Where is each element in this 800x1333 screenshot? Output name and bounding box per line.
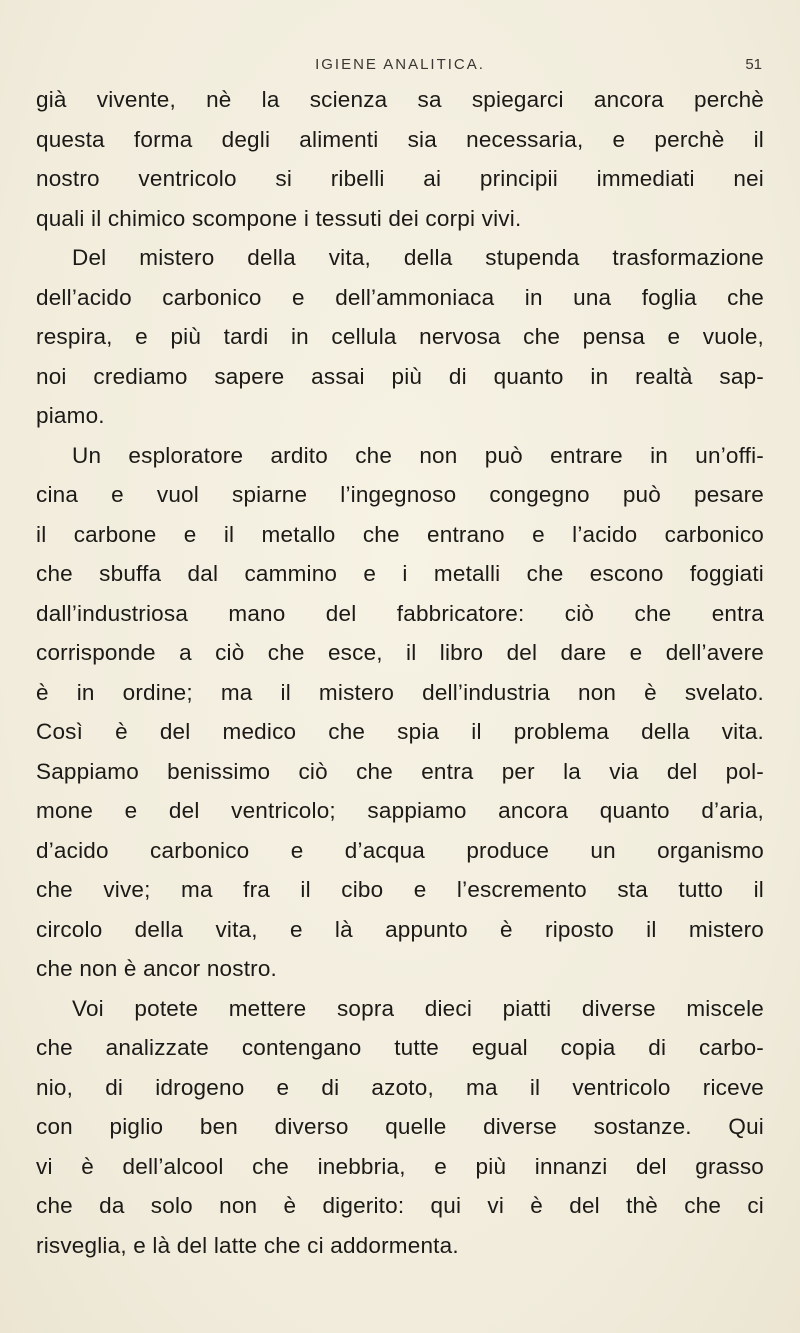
text-line: cina e vuol spiarne l’ingegnoso congegno può pesare [36, 482, 764, 507]
text-line: Del mistero della vita, della stupenda trasformazione [72, 245, 764, 270]
text-line: che sbuffa dal cammino e i metalli che escono foggiati [36, 561, 764, 586]
text-line: nostro ventricolo si ribelli ai principii immediati nei [36, 166, 764, 191]
text-line: che analizzate contengano tutte egual copia di carbo- [36, 1035, 764, 1060]
text-line: con piglio ben diverso quelle diverse sostanze. Qui [36, 1114, 764, 1139]
text-line: Voi potete mettere sopra dieci piatti diverse miscele [72, 995, 764, 1021]
text-line: Sappiamo benissimo ciò che entra per la via del pol- [36, 758, 764, 784]
text-line: che non è ancor nostro. [36, 956, 278, 981]
text-line: è in ordine; ma il mistero dell’industria non è svelato. [36, 679, 764, 705]
text-line: dell’acido carbonico e dell’ammoniaca in una foglia che [36, 284, 764, 310]
text-line: che vive; ma fra il cibo e l’escremento sta tutto il [36, 877, 764, 902]
running-head [36, 56, 764, 78]
text-line: vi è dell’alcool che inebbria, e più innanzi del grasso [36, 1153, 764, 1179]
text-line: nio, di idrogeno e di azoto, ma il ventricolo riceve [36, 1074, 764, 1100]
text-line: mone e del ventricolo; sappiamo ancora quanto d’aria, [36, 798, 764, 823]
text-line: che da solo non è digerito: qui vi è del thè che ci [36, 1193, 764, 1218]
text-line: risveglia, e là del latte che ci addormenta. [36, 1232, 459, 1258]
text-line: il carbone e il metallo che entrano e l’acido carbonico [36, 521, 764, 547]
text-line: d’acido carbonico e d’acqua produce un organismo [36, 837, 764, 863]
text-line: piamo. [36, 403, 105, 428]
text-line: già vivente, nè la scienza sa spiegarci ancora perchè [36, 87, 764, 112]
text-line: dall’industriosa mano del fabbricatore: ciò che entra [36, 600, 764, 626]
text-line: Così è del medico che spia il problema della vita. [36, 719, 764, 744]
text-line: Un esploratore ardito che non può entrare in un’offi- [72, 442, 764, 468]
text-line: respira, e più tardi in cellula nervosa che pensa e vuole, [36, 324, 764, 349]
text-line: circolo della vita, e là appunto è riposto il mistero [36, 916, 764, 942]
text-line: noi crediamo sapere assai più di quanto in realtà sap- [36, 363, 764, 389]
body-text [36, 80, 764, 1265]
text-line: quali il chimico scompone i tessuti dei corpi vivi. [36, 205, 522, 231]
text-line: questa forma degli alimenti sia necessaria, e perchè il [36, 126, 764, 152]
page-number: 51 [745, 56, 762, 73]
text-line: corrisponde a ciò che esce, il libro del dare e dell’avere [36, 640, 764, 665]
running-title: IGIENE ANALITICA. [315, 56, 485, 73]
